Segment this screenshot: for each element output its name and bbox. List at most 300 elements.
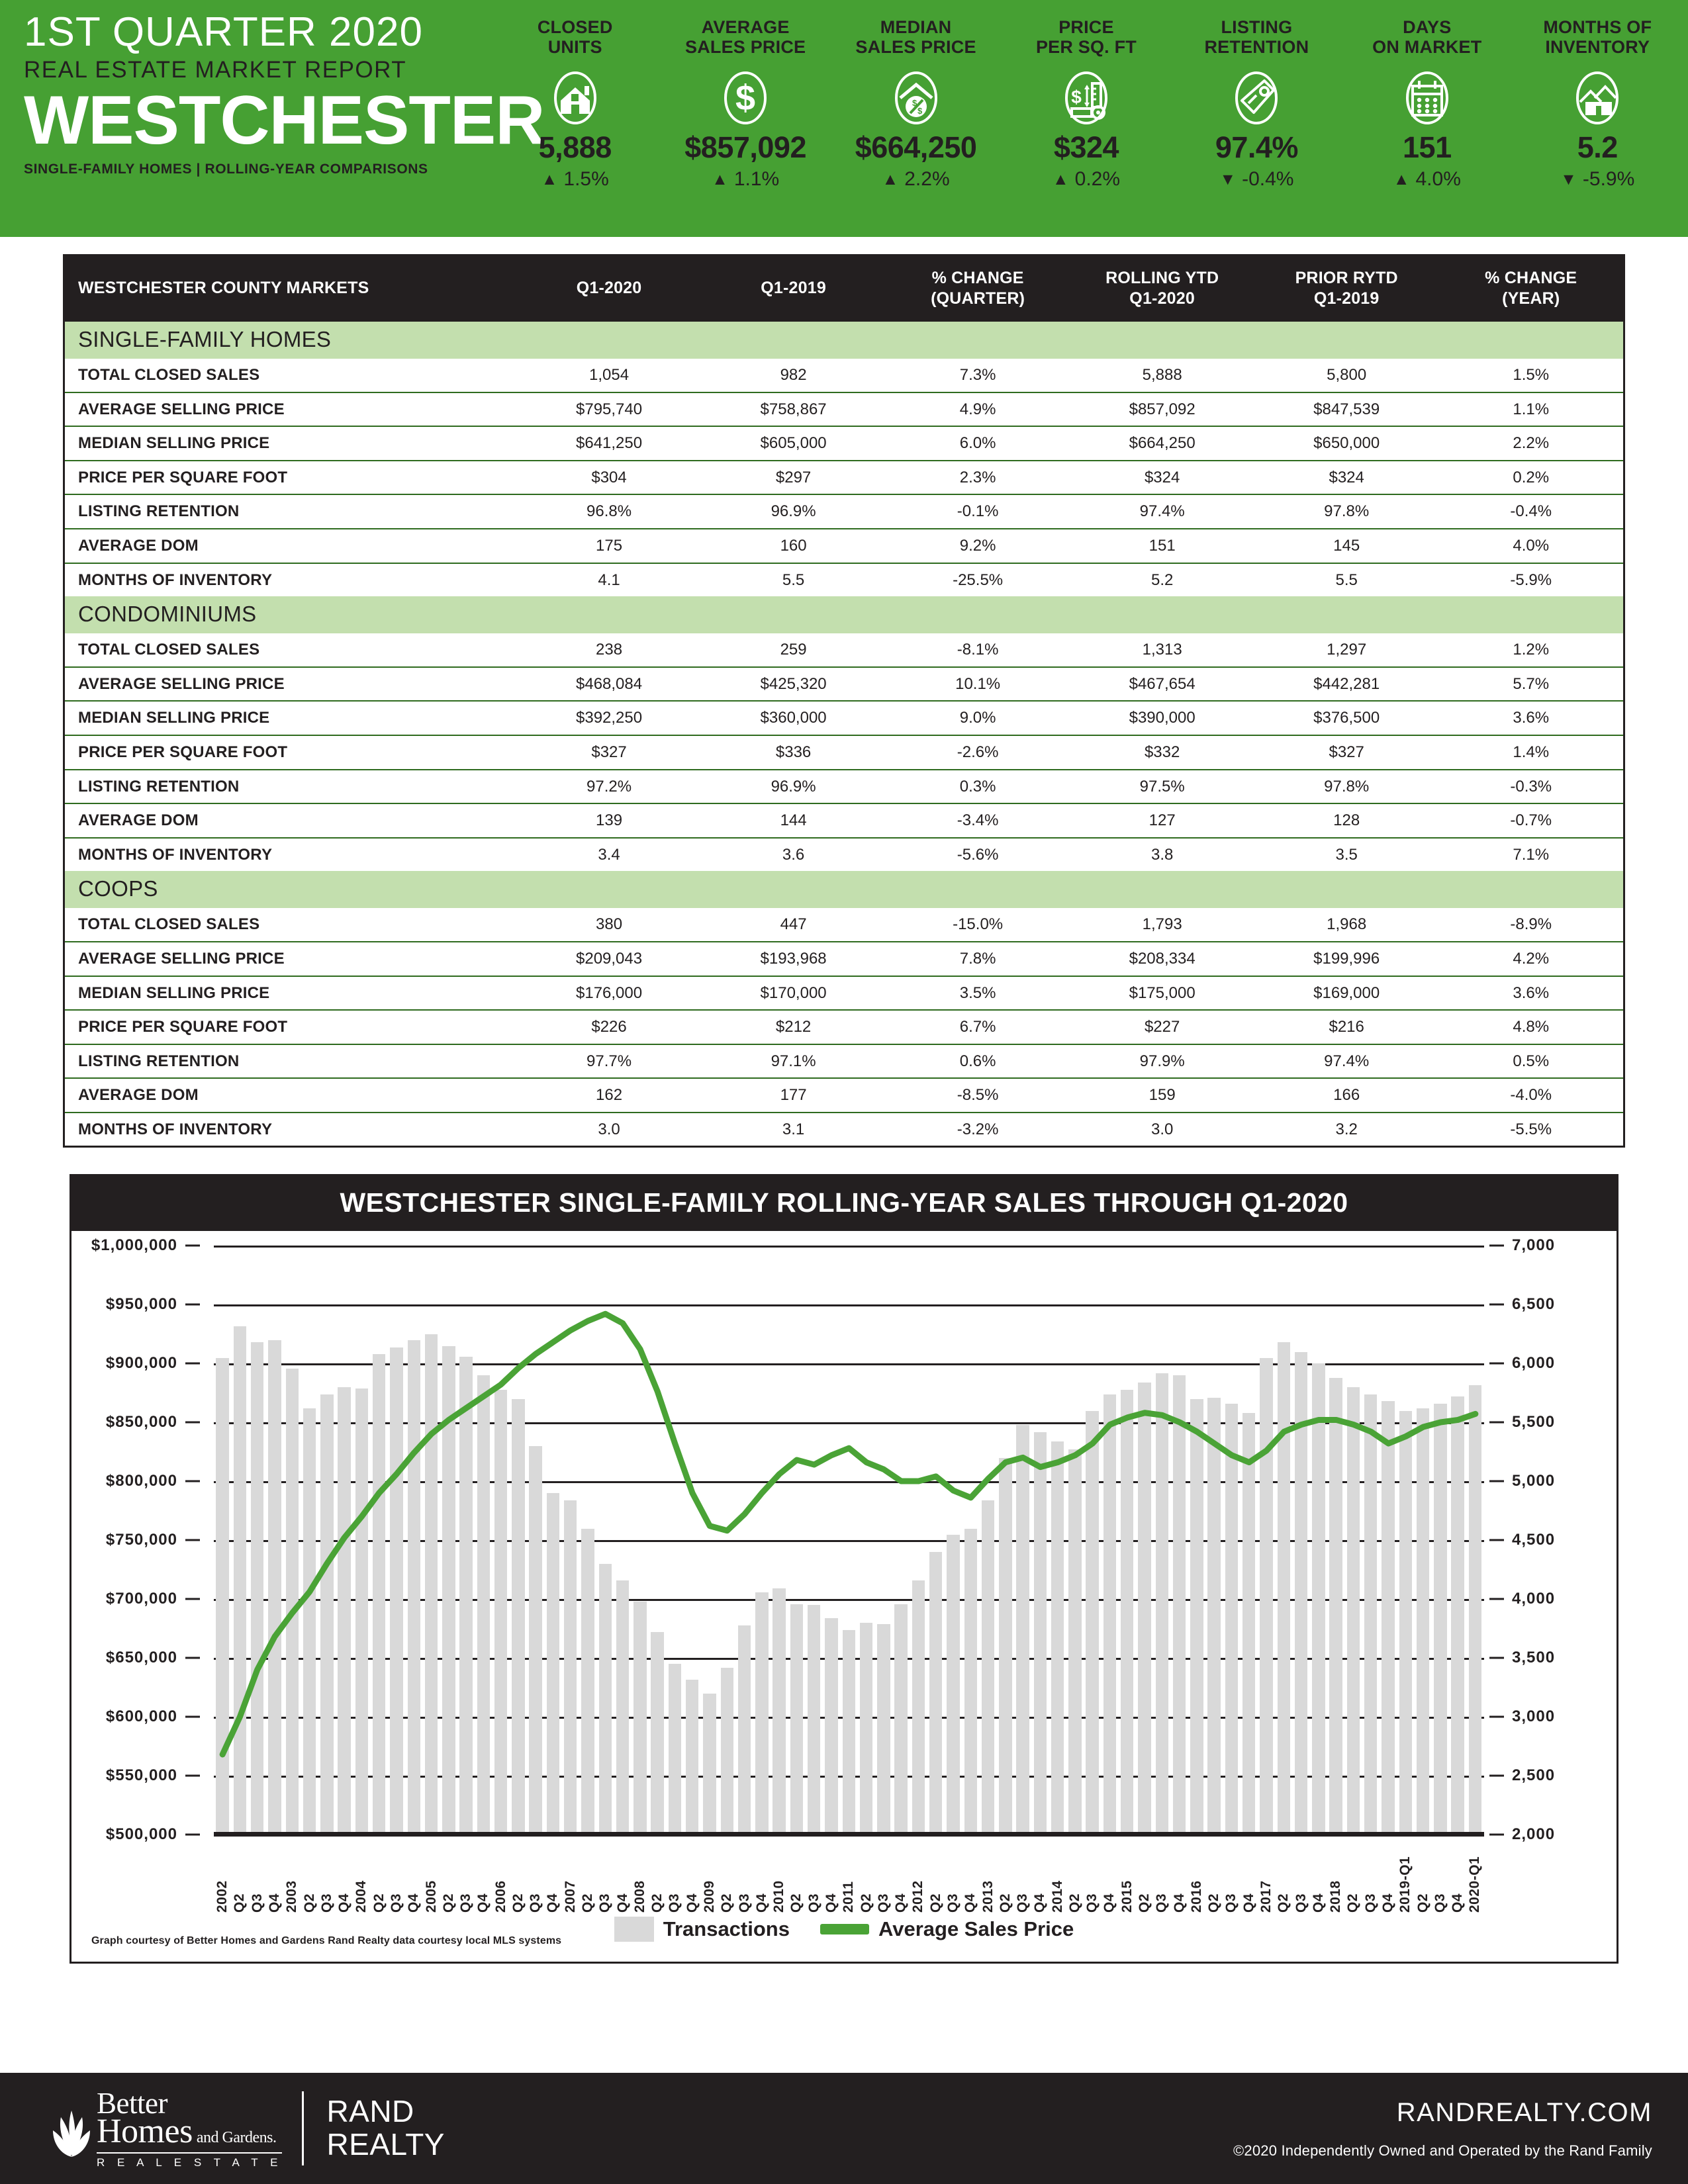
x-label-slot <box>318 1835 336 1913</box>
chart-bar <box>286 1369 299 1835</box>
chart-bar <box>1399 1411 1412 1835</box>
x-axis-label: 2016 <box>1188 1880 1204 1913</box>
row-value-2: 144 <box>701 803 886 838</box>
bar-slot <box>1205 1246 1223 1835</box>
x-axis-label: Q4 <box>1241 1893 1256 1913</box>
chart-bar <box>1086 1411 1098 1835</box>
row-label: AVERAGE SELLING PRICE <box>65 392 517 427</box>
website-url[interactable]: RANDREALTY.COM <box>1396 2097 1652 2127</box>
houses-icon <box>1566 66 1629 127</box>
x-axis-label: Q4 <box>962 1893 978 1913</box>
table-header <box>65 256 1623 322</box>
arrow-up-icon: ▲ <box>541 169 558 189</box>
left-axis-tick-mark <box>185 1363 200 1365</box>
x-axis-label: Q4 <box>684 1893 700 1913</box>
table-row <box>65 735 1623 770</box>
x-axis-label: 2004 <box>353 1880 369 1913</box>
chart-body <box>71 1231 1617 1962</box>
x-label-slot <box>840 1835 857 1913</box>
x-label-slot <box>649 1835 666 1913</box>
row-value-4: 1,793 <box>1142 915 1182 934</box>
row-value-1: $176,000 <box>517 976 702 1011</box>
row-label: MONTHS OF INVENTORY <box>65 838 517 872</box>
legend-label: Average Sales Price <box>878 1917 1074 1941</box>
table-row <box>65 803 1623 838</box>
x-axis-label: Q2 <box>232 1893 248 1913</box>
x-axis-label: 2017 <box>1258 1880 1274 1913</box>
chart-bar <box>303 1408 316 1835</box>
row-value-2: 3.1 <box>701 1113 886 1146</box>
bar-slot <box>701 1246 718 1835</box>
right-axis-tick: 5,000 <box>1512 1472 1556 1490</box>
chart-bar <box>616 1580 629 1835</box>
x-axis-label: Q3 <box>1015 1893 1031 1913</box>
table-row <box>65 1113 1623 1146</box>
row-value-3: 4.9% <box>886 392 1070 427</box>
row-value-1: 97.2% <box>517 770 702 804</box>
x-axis-label: Q4 <box>336 1893 352 1913</box>
row-value-4: 127 <box>1070 803 1254 838</box>
row-value-6: -8.9% <box>1510 915 1552 934</box>
row-value-3: 10.1% <box>886 667 1070 702</box>
left-axis-tick-mark <box>185 1304 200 1306</box>
left-axis-tick: $650,000 <box>105 1649 177 1667</box>
markets-table <box>65 256 1623 1146</box>
svg-text:$: $ <box>1071 87 1082 108</box>
row-label: TOTAL CLOSED SALES <box>78 641 260 659</box>
table-col-header-2: Q1-2019 <box>701 256 886 322</box>
x-axis-label: Q4 <box>1310 1893 1326 1913</box>
bar-slot <box>840 1246 857 1835</box>
avg-price-swatch <box>820 1924 869 1934</box>
transactions-swatch <box>614 1917 654 1942</box>
bar-slot <box>1397 1246 1414 1835</box>
x-label-slot <box>1344 1835 1362 1913</box>
x-label-slot <box>1327 1835 1344 1913</box>
chart-bar <box>1295 1352 1307 1835</box>
row-value-4: $175,000 <box>1070 976 1254 1011</box>
bar-slot <box>1136 1246 1153 1835</box>
chart-bar <box>1364 1394 1377 1835</box>
chart-bar <box>1260 1358 1272 1835</box>
chart-x-axis-labels <box>214 1835 1484 1913</box>
chart-bar <box>1103 1394 1116 1835</box>
row-value-5: $216 <box>1254 1010 1439 1044</box>
chart-bar <box>1243 1413 1255 1835</box>
row-value-2: 96.9% <box>701 770 886 804</box>
chart-bar <box>1016 1425 1029 1835</box>
bar-slot <box>1084 1246 1101 1835</box>
right-axis-tick: 5,500 <box>1512 1413 1556 1432</box>
right-axis-tick: 4,500 <box>1512 1531 1556 1549</box>
x-label-slot <box>1275 1835 1292 1913</box>
x-axis-label: Q2 <box>301 1893 317 1913</box>
x-label-slot <box>1136 1835 1153 1913</box>
chart-legend <box>71 1917 1617 1942</box>
row-value-5: 145 <box>1254 529 1439 563</box>
row-value-3: 7.3% <box>959 366 996 384</box>
x-axis-label: Q4 <box>1102 1893 1117 1913</box>
row-value-5: 5,800 <box>1327 366 1367 384</box>
bar-slot <box>266 1246 283 1835</box>
chart-bar <box>547 1493 559 1835</box>
bar-slot <box>892 1246 910 1835</box>
chart-bar <box>982 1500 994 1835</box>
chart-bar <box>1469 1385 1481 1835</box>
bar-slot <box>1101 1246 1118 1835</box>
row-value-2: 177 <box>701 1078 886 1113</box>
bhg-better: Better <box>97 2087 167 2120</box>
chart-footer <box>71 1913 1617 1962</box>
table-row <box>65 1078 1623 1113</box>
x-axis-label: Q3 <box>1084 1893 1100 1913</box>
bar-slot <box>1119 1246 1136 1835</box>
bhg-homes: Homes <box>97 2113 193 2150</box>
chart-bar <box>947 1535 959 1835</box>
kpi-delta-value: 1.1% <box>733 168 780 191</box>
row-label: TOTAL CLOSED SALES <box>78 915 260 934</box>
table-row <box>65 529 1623 563</box>
x-axis-label: Q2 <box>719 1893 735 1913</box>
x-label-slot <box>579 1835 596 1913</box>
right-axis-tick: 7,000 <box>1512 1236 1556 1255</box>
right-axis-tick: 6,000 <box>1512 1354 1556 1373</box>
markets-table-container <box>63 254 1625 1148</box>
row-value-6: 1.4% <box>1438 735 1623 770</box>
x-axis-label: Q2 <box>1206 1893 1222 1913</box>
row-value-4: 3.0 <box>1070 1113 1254 1146</box>
kpi-label: MEDIAN SALES PRICE <box>855 17 976 58</box>
kpi-6 <box>1342 17 1512 191</box>
x-axis-label: Q2 <box>510 1893 526 1913</box>
x-label-slot <box>1449 1835 1466 1913</box>
row-value-5: 5.5 <box>1254 563 1439 597</box>
bar-slot <box>857 1246 874 1835</box>
row-value-4: 97.5% <box>1070 770 1254 804</box>
x-axis-label: Q3 <box>458 1893 474 1913</box>
chart-bar <box>1347 1387 1360 1835</box>
chart-right-axis <box>1484 1236 1617 1844</box>
x-label-slot <box>945 1835 962 1913</box>
row-value-3: 0.3% <box>886 770 1070 804</box>
row-value-2: 982 <box>780 366 807 384</box>
x-label-slot <box>666 1835 683 1913</box>
chart-bar <box>808 1605 820 1835</box>
chart-bar <box>1173 1375 1186 1835</box>
left-axis-tick: $550,000 <box>105 1766 177 1785</box>
kpi-2 <box>660 17 830 191</box>
x-label-slot <box>544 1835 561 1913</box>
chart-bar <box>703 1694 716 1835</box>
row-value-6: 0.2% <box>1438 461 1623 495</box>
chart-bar <box>1451 1396 1464 1835</box>
left-axis-tick-mark <box>185 1834 200 1836</box>
row-value-6: 1.2% <box>1513 641 1550 659</box>
x-label-slot <box>231 1835 248 1913</box>
chart-bar <box>912 1580 925 1835</box>
kpi-delta-value: 2.2% <box>904 168 950 191</box>
x-label-slot <box>788 1835 805 1913</box>
table-row <box>65 392 1623 427</box>
chart-bar <box>564 1500 577 1835</box>
row-value-4: 97.9% <box>1070 1044 1254 1079</box>
row-value-2: 447 <box>780 915 807 934</box>
bar-slot <box>632 1246 649 1835</box>
row-value-3: -15.0% <box>953 915 1004 934</box>
row-value-1: $795,740 <box>517 392 702 427</box>
chart-plot-area <box>91 1236 1556 1844</box>
x-axis-label: Q4 <box>1032 1893 1048 1913</box>
row-value-5: $327 <box>1254 735 1439 770</box>
x-axis-label: 2020-Q1 <box>1467 1856 1483 1913</box>
row-label: AVERAGE DOM <box>65 803 517 838</box>
table-row <box>65 976 1623 1011</box>
chart-bar <box>1156 1373 1168 1835</box>
kpi-label: LISTING RETENTION <box>1204 17 1309 58</box>
chart-bar <box>459 1357 472 1835</box>
row-value-2: 96.9% <box>701 494 886 529</box>
row-value-2: 160 <box>701 529 886 563</box>
bar-slot <box>1380 1246 1397 1835</box>
chart-bar <box>773 1588 785 1835</box>
chart-bar <box>825 1618 837 1835</box>
x-axis-label: Q3 <box>388 1893 404 1913</box>
kpi-delta-value: -5.9% <box>1582 168 1635 191</box>
x-axis-label: Q2 <box>788 1893 804 1913</box>
row-value-2: $212 <box>701 1010 886 1044</box>
chart-bar <box>669 1664 681 1835</box>
x-label-slot <box>1031 1835 1049 1913</box>
report-header <box>0 0 1688 237</box>
x-label-slot <box>979 1835 996 1913</box>
row-label: PRICE PER SQUARE FOOT <box>65 1010 517 1044</box>
x-label-slot <box>371 1835 388 1913</box>
bar-slot <box>388 1246 405 1835</box>
row-value-3: -3.2% <box>886 1113 1070 1146</box>
chart-bar <box>790 1604 803 1835</box>
chart-card <box>70 1174 1618 1964</box>
bar-slot <box>283 1246 301 1835</box>
table-col-header-1: Q1-2020 <box>517 256 702 322</box>
row-value-5: $442,281 <box>1254 667 1439 702</box>
x-axis-label: Q3 <box>1432 1893 1448 1913</box>
row-value-3: 0.6% <box>886 1044 1070 1079</box>
row-value-2: 97.1% <box>701 1044 886 1079</box>
right-axis-tick-mark <box>1489 1598 1504 1600</box>
row-value-6: 3.6% <box>1438 976 1623 1011</box>
x-label-slot <box>1397 1835 1414 1913</box>
x-axis-label: Q3 <box>1362 1893 1378 1913</box>
table-row <box>65 1044 1623 1079</box>
row-value-5: $376,500 <box>1254 701 1439 735</box>
bar-slot <box>771 1246 788 1835</box>
x-axis-label: Q3 <box>1154 1893 1170 1913</box>
chart-bar <box>843 1630 855 1835</box>
row-value-4: $664,250 <box>1070 426 1254 461</box>
left-axis-tick: $850,000 <box>105 1413 177 1432</box>
x-axis-label: 2015 <box>1119 1880 1135 1913</box>
x-axis-label: 2019-Q1 <box>1397 1856 1413 1913</box>
row-value-3: 6.0% <box>886 426 1070 461</box>
chart-bar <box>338 1387 350 1835</box>
bar-slot <box>318 1246 336 1835</box>
row-value-1: 3.4 <box>517 838 702 872</box>
bhg-logo <box>48 2088 282 2169</box>
bar-slot <box>788 1246 805 1835</box>
chart-bar <box>320 1394 333 1835</box>
row-value-4: 1,313 <box>1142 641 1182 659</box>
chart-bar <box>1312 1363 1325 1835</box>
chart-bar <box>390 1347 402 1835</box>
bar-slot <box>1066 1246 1084 1835</box>
kpi-delta-value: 0.2% <box>1074 168 1121 191</box>
right-axis-tick: 4,000 <box>1512 1590 1556 1608</box>
table-section-header <box>65 322 1623 359</box>
row-value-4: $227 <box>1070 1010 1254 1044</box>
kpi-7 <box>1513 17 1683 191</box>
kpi-3 <box>831 17 1001 191</box>
x-label-slot <box>596 1835 614 1913</box>
row-value-5: 97.8% <box>1254 770 1439 804</box>
row-label: MONTHS OF INVENTORY <box>65 1113 517 1146</box>
chart-bar <box>251 1342 263 1835</box>
row-value-1: 139 <box>517 803 702 838</box>
calendar-icon <box>1395 66 1459 127</box>
row-value-5: $324 <box>1254 461 1439 495</box>
dollar-icon <box>714 66 777 127</box>
x-label-slot <box>405 1835 422 1913</box>
chart-bar <box>1434 1404 1446 1835</box>
x-label-slot <box>422 1835 440 1913</box>
row-value-3: 6.7% <box>886 1010 1070 1044</box>
chart-bar <box>477 1375 490 1835</box>
right-axis-tick-mark <box>1489 1304 1504 1306</box>
row-value-3: -3.4% <box>886 803 1070 838</box>
bar-slot <box>1275 1246 1292 1835</box>
row-value-1: 162 <box>517 1078 702 1113</box>
row-value-4: 151 <box>1070 529 1254 563</box>
x-axis-label: Q3 <box>945 1893 961 1913</box>
x-label-slot <box>527 1835 544 1913</box>
rand-realty-logo <box>326 2095 445 2161</box>
bar-slot <box>945 1246 962 1835</box>
kpi-strip <box>490 0 1688 191</box>
x-label-slot <box>510 1835 527 1913</box>
legend-item <box>820 1917 1074 1941</box>
bar-slot <box>1449 1246 1466 1835</box>
row-value-4: 97.4% <box>1070 494 1254 529</box>
chart-bar <box>494 1390 507 1835</box>
chart-bar <box>1034 1432 1047 1835</box>
left-axis-tick-mark <box>185 1245 200 1247</box>
arrow-down-icon: ▼ <box>1219 169 1237 189</box>
x-axis-label: Q4 <box>475 1893 491 1913</box>
kpi-value: 97.4% <box>1215 130 1298 165</box>
row-value-3: -5.6% <box>886 838 1070 872</box>
footer-right <box>1233 2098 1652 2160</box>
bar-slot <box>649 1246 666 1835</box>
x-axis-label: Q2 <box>1415 1893 1430 1913</box>
left-axis-tick: $950,000 <box>105 1295 177 1314</box>
price-tag-icon <box>1225 66 1288 127</box>
right-axis-tick-mark <box>1489 1363 1504 1365</box>
x-label-slot <box>283 1835 301 1913</box>
bar-slot <box>1432 1246 1449 1835</box>
report-quarter: 1ST QUARTER 2020 <box>24 9 423 55</box>
kpi-value: 5.2 <box>1577 130 1618 165</box>
row-value-4: 5.2 <box>1070 563 1254 597</box>
chart-left-axis <box>71 1236 204 1844</box>
x-axis-label: Q3 <box>318 1893 334 1913</box>
kpi-delta <box>1219 168 1293 191</box>
x-axis-label: 2005 <box>423 1880 439 1913</box>
bar-slot <box>336 1246 353 1835</box>
kpi-label: DAYS ON MARKET <box>1372 17 1482 58</box>
kpi-1 <box>490 17 660 191</box>
bar-slot <box>1223 1246 1240 1835</box>
right-axis-tick: 2,000 <box>1512 1825 1556 1844</box>
chart-bar <box>1068 1449 1081 1835</box>
x-axis-label: Q3 <box>528 1893 543 1913</box>
bar-slot <box>1170 1246 1188 1835</box>
row-value-3: -0.1% <box>886 494 1070 529</box>
kpi-delta <box>712 168 779 191</box>
bhg-and-gardens: and Gardens. <box>196 2129 277 2146</box>
left-axis-tick: $900,000 <box>105 1354 177 1373</box>
x-label-slot <box>457 1835 475 1913</box>
row-value-5: $169,000 <box>1254 976 1439 1011</box>
left-axis-tick-mark <box>185 1539 200 1541</box>
ruler-dollar-icon <box>1055 66 1118 127</box>
x-axis-label: Q2 <box>649 1893 665 1913</box>
left-axis-tick: $600,000 <box>105 1707 177 1726</box>
x-axis-label: Q3 <box>875 1893 891 1913</box>
row-value-5: 128 <box>1254 803 1439 838</box>
kpi-4 <box>1001 17 1171 191</box>
x-axis-label: Q3 <box>1223 1893 1239 1913</box>
row-value-4: $467,654 <box>1070 667 1254 702</box>
left-axis-tick: $800,000 <box>105 1472 177 1490</box>
x-axis-label: Q4 <box>545 1893 561 1913</box>
row-label: AVERAGE DOM <box>65 1078 517 1113</box>
page-footer <box>0 2073 1688 2184</box>
chart-bar <box>755 1592 768 1835</box>
table-col-header-0: WESTCHESTER COUNTY MARKETS <box>65 256 517 322</box>
row-value-6: 4.2% <box>1438 942 1623 976</box>
chart-bar <box>581 1529 594 1835</box>
chart-bar <box>894 1604 907 1835</box>
x-axis-label: 2012 <box>910 1880 926 1913</box>
left-axis-tick-mark <box>185 1480 200 1482</box>
bar-slot <box>735 1246 753 1835</box>
arrow-up-icon: ▲ <box>1393 169 1410 189</box>
kpi-label: CLOSED UNITS <box>537 17 613 58</box>
left-axis-tick-mark <box>185 1422 200 1424</box>
row-value-6: 4.8% <box>1438 1010 1623 1044</box>
chart-bar <box>633 1602 646 1835</box>
left-axis-tick-mark <box>185 1657 200 1659</box>
x-axis-label: 2013 <box>980 1880 996 1913</box>
x-axis-label: Q3 <box>806 1893 821 1913</box>
row-value-3: 2.3% <box>886 461 1070 495</box>
bar-slot <box>684 1246 701 1835</box>
table-section-title: SINGLE-FAMILY HOMES <box>65 322 1623 359</box>
right-axis-tick-mark <box>1489 1775 1504 1777</box>
x-axis-label: Q2 <box>371 1893 387 1913</box>
bar-slot <box>927 1246 945 1835</box>
chart-bar <box>1225 1404 1238 1835</box>
bar-slot <box>753 1246 771 1835</box>
